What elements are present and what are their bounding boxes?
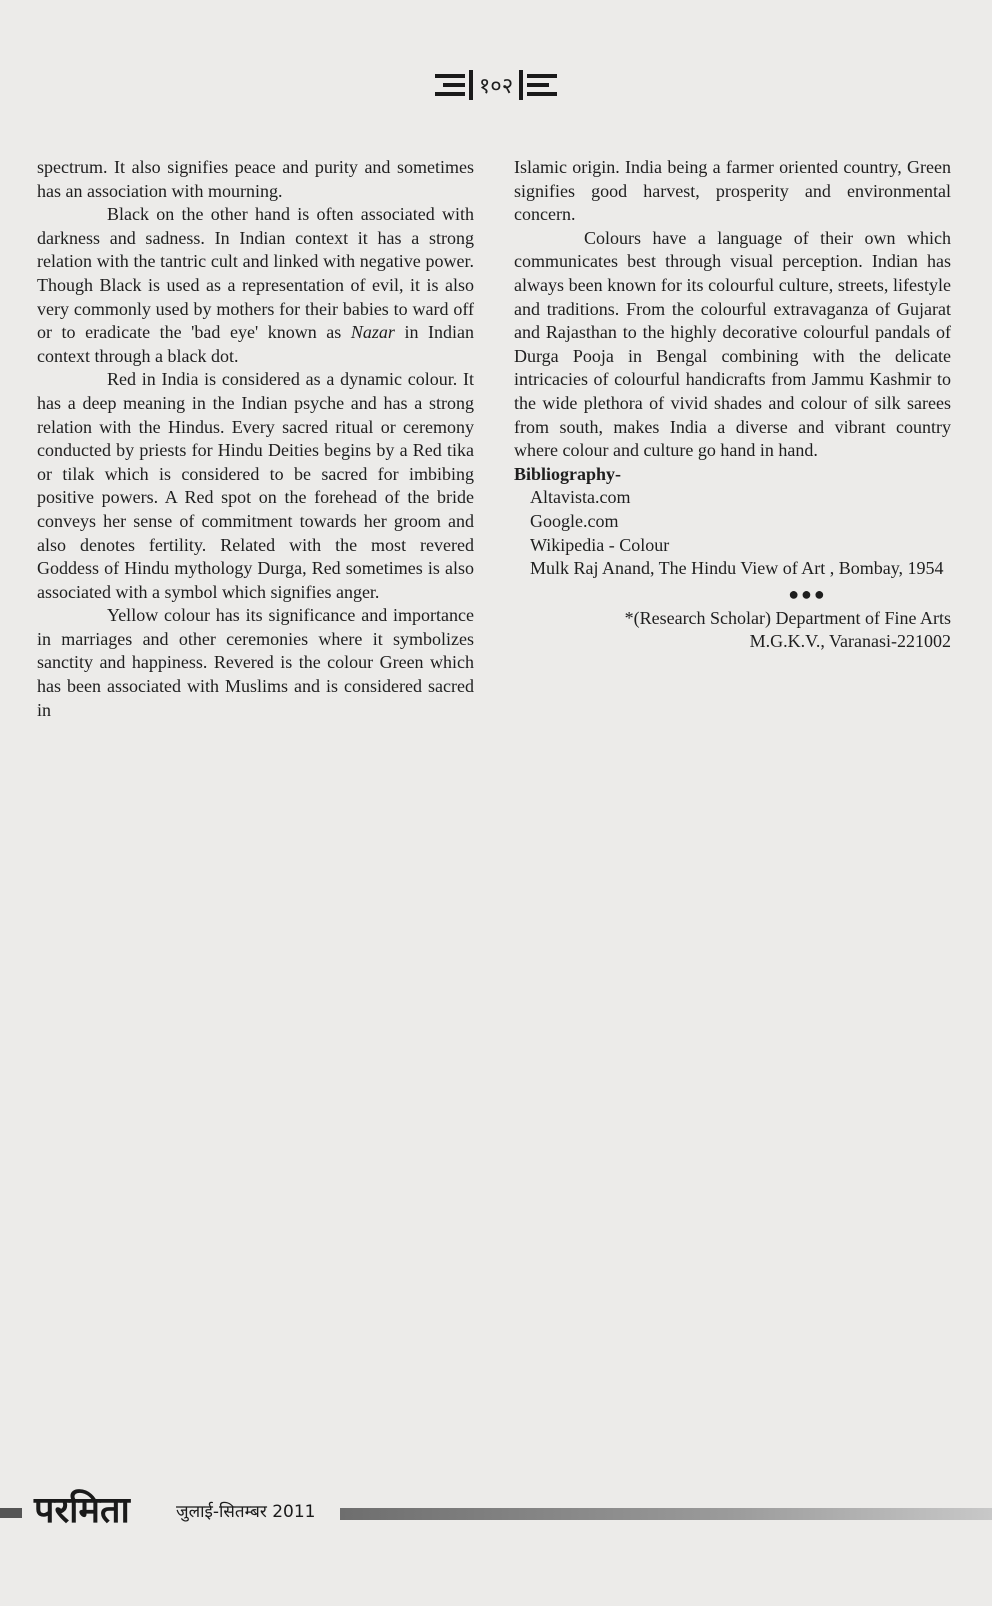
bibliography-heading: Bibliography- [514, 463, 622, 484]
paragraph-colours: Colours have a language of their own which communicates best through visual perception. Indian has always been known for its colourful culture, streets, lifestyle and traditions. From the colourful extravaganza of Gujarat and Rajasthan to the highly decorative colourful pandals of Durga Pooja in Bengal combining with the delicate intricacies of colourful handicrafts from Jammu Kashmir to the wide plethora of vivid shades and colour of silk sarees from south, makes India a diverse and vibrant country where colour and culture go hand in hand. [514, 227, 951, 461]
right-column [514, 156, 951, 654]
italic-term: Nazar [350, 322, 395, 343]
journal-logo: परमिता [34, 1490, 130, 1531]
bibliography-list [514, 486, 951, 580]
footer-stripe-right [340, 1508, 992, 1520]
section-separator: ●●● [788, 583, 827, 604]
header-ornament-left [435, 74, 465, 96]
bibliography-item: Altavista.com [530, 487, 631, 508]
bibliography-item: Wikipedia - Colour [530, 534, 670, 555]
author-affiliation-line1: *(Research Scholar) Department of Fine Arts [624, 607, 951, 628]
bibliography-item: Mulk Raj Anand, The Hindu View of Art , Bombay, 1954 [530, 558, 944, 579]
text-run: in Indian context through a black dot. [37, 322, 474, 366]
page-number: १०२ [478, 74, 514, 99]
issue-date: जुलाई-सितम्बर 2011 [176, 1502, 316, 1522]
header-ornament-right [527, 74, 557, 96]
header-ornament-bar-right [519, 70, 523, 100]
paragraph: Islamic origin. India being a farmer oriented country, Green signifies good harvest, prosperity and environmental concern. [514, 157, 951, 225]
page-number-header [0, 70, 992, 100]
paragraph-yellow: Yellow colour has its significance and importance in marriages and other ceremonies where it symbolizes sanctity and happiness. Revered is the colour Green which has been associated with Muslims and is considered sacred in [37, 605, 474, 720]
left-column [37, 156, 474, 722]
paragraph-red: Red in India is considered as a dynamic colour. It has a deep meaning in the Indian psyche and has a strong relation with the Hindus. Every sacred ritual or ceremony conducted by priests for Hindu Deities begins by a Red tika or tilak which is considered to be sacred for imbibing positive powers. A Red spot on the forehead of the bride conveys her sense of commitment towards her groom and also denotes fertility. Related with the most revered Goddess of Hindu mythology Durga, Red sometimes is also associated with a symbol which signifies anger. [37, 369, 474, 602]
text-run: Black on the other hand is often associated with darkness and sadness. In Indian context it has a strong relation with the tantric cult and linked with negative power. Though Black is used as a representation of evil, it is also very commonly used by mothers for their babies to ward off or to eradicate the 'bad eye' known as [37, 204, 474, 343]
author-affiliation-line2: M.G.K.V., Varanasi-221002 [749, 631, 951, 652]
bibliography-item: Google.com [530, 510, 619, 531]
footer [0, 1488, 992, 1534]
paragraph: spectrum. It also signifies peace and purity and sometimes has an association with mourning. [37, 157, 474, 201]
paragraph-black [37, 203, 474, 368]
footer-stripe-left [0, 1508, 22, 1518]
